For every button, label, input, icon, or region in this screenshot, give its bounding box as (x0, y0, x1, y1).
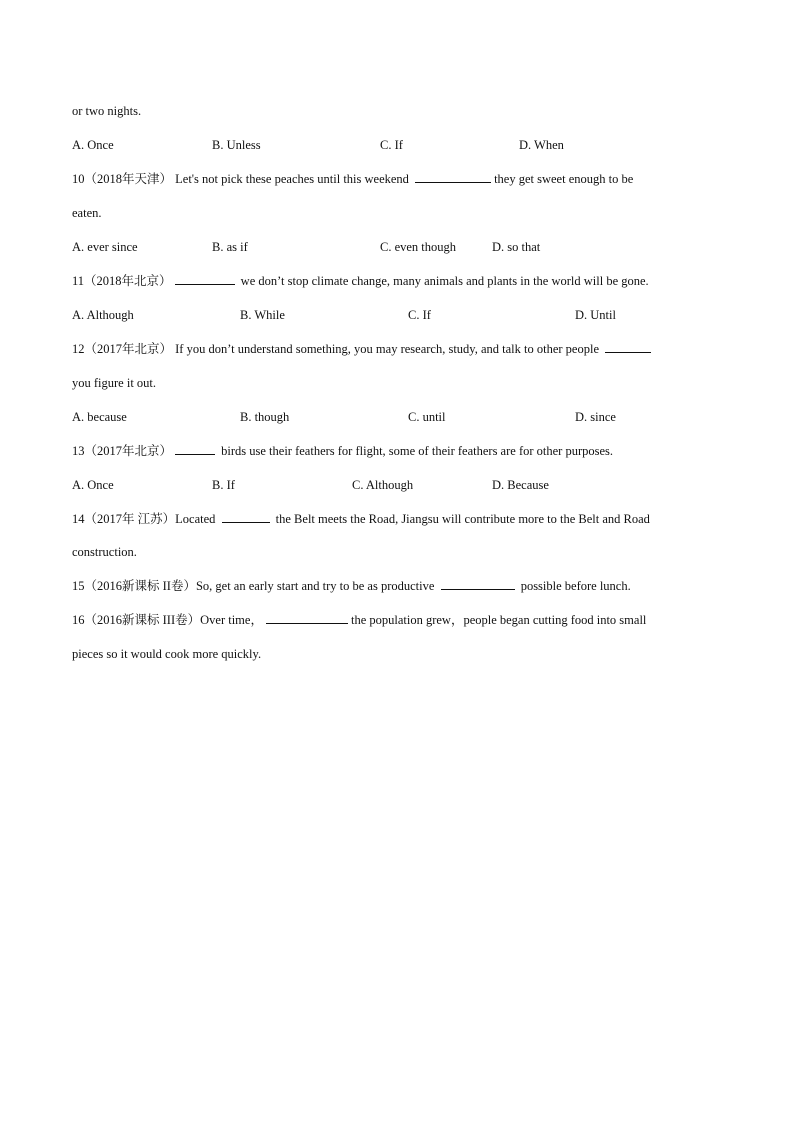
answer-blank[interactable] (266, 611, 348, 624)
question-15-number: 15（2016新课标 II卷） (72, 579, 196, 593)
option-d[interactable]: D. Until (575, 308, 616, 322)
question-10-text-after: they get sweet enough to be (494, 172, 634, 186)
option-d[interactable]: D. When (519, 138, 564, 152)
question-10-continuation: eaten. (72, 206, 102, 220)
question-16-text-before: Over time， (200, 613, 263, 627)
option-c[interactable]: C. even though (380, 240, 457, 254)
question-12-options (72, 408, 722, 426)
question-10-options (72, 238, 722, 256)
question-13-options (72, 476, 722, 494)
option-b[interactable]: B. as if (212, 240, 248, 254)
answer-blank[interactable] (175, 442, 215, 455)
answer-blank[interactable] (222, 510, 270, 523)
option-d[interactable]: D. Because (492, 478, 549, 492)
question-12-number: 12（2017年北京） (72, 342, 173, 356)
question-16-number: 16（2016新课标 III卷） (72, 613, 201, 627)
option-b[interactable]: B. While (240, 308, 285, 322)
question-13-stem (72, 442, 722, 460)
question-14-number: 14（2017年 江苏） (72, 512, 176, 526)
question-11-stem (72, 272, 722, 290)
question-14-continuation: construction. (72, 545, 137, 559)
option-c[interactable]: C. If (408, 308, 431, 322)
answer-blank[interactable] (175, 272, 235, 285)
answer-blank[interactable] (415, 170, 491, 183)
question-15-stem (72, 577, 722, 595)
option-c[interactable]: C. If (380, 138, 403, 152)
question-10-number: 10（2018年天津） (72, 172, 173, 186)
question-9-continuation: or two nights. (72, 104, 142, 118)
option-a[interactable]: A. Although (72, 308, 134, 322)
question-15-text-before: So, get an early start and try to be as productive (195, 579, 435, 593)
question-11-number: 11（2018年北京） (72, 274, 172, 288)
question-11-text-after: we don’t stop climate change, many animals and plants in the world will be gone. (240, 274, 649, 288)
option-c[interactable]: C. Although (352, 478, 414, 492)
question-16-stem (72, 611, 722, 629)
question-10-stem (72, 170, 722, 188)
option-d[interactable]: D. so that (492, 240, 541, 254)
question-13-text-after: birds use their feathers for flight, some of their feathers are for other purposes. (221, 444, 614, 458)
question-9-options (72, 136, 722, 154)
option-b[interactable]: B. Unless (212, 138, 261, 152)
question-14-text-before: Located (175, 512, 216, 526)
question-14-stem (72, 510, 722, 528)
question-12-continuation: you figure it out. (72, 376, 157, 390)
answer-blank[interactable] (441, 577, 515, 590)
option-c[interactable]: C. until (408, 410, 446, 424)
option-a[interactable]: A. ever since (72, 240, 138, 254)
answer-blank[interactable] (605, 340, 651, 353)
question-10-text-before: Let's not pick these peaches until this weekend (175, 172, 409, 186)
question-11-options (72, 306, 722, 324)
option-d[interactable]: D. since (575, 410, 616, 424)
question-14-text-after: the Belt meets the Road, Jiangsu will contribute more to the Belt and Road (275, 512, 650, 526)
question-12-text-before: If you don’t understand something, you may research, study, and talk to other people (175, 342, 599, 356)
question-16-text-after: the population grew，people began cutting food into small (350, 613, 647, 627)
question-15-text-after: possible before lunch. (520, 579, 631, 593)
option-a[interactable]: A. because (72, 410, 127, 424)
question-12-stem (72, 340, 722, 358)
option-a[interactable]: A. Once (72, 478, 114, 492)
question-16-continuation: pieces so it would cook more quickly. (72, 647, 262, 661)
option-b[interactable]: B. though (240, 410, 290, 424)
question-13-number: 13（2017年北京） (72, 444, 173, 458)
option-b[interactable]: B. If (212, 478, 235, 492)
option-a[interactable]: A. Once (72, 138, 114, 152)
